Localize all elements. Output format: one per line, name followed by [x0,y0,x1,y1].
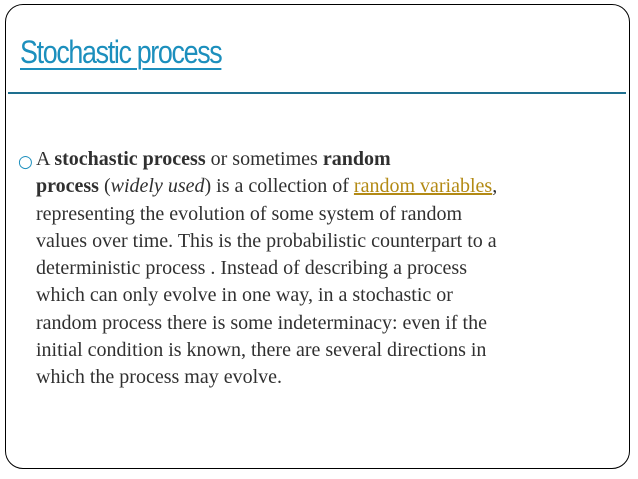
text-line: initial condition is known, there are several directions in [36,339,487,362]
title-divider [8,92,626,94]
text-run: ( [98,175,111,198]
bold-term: random [322,148,391,170]
text-line [36,146,618,173]
circle-bullet-icon: ○ [18,152,33,172]
text-run: or sometimes [205,148,323,170]
text-line: random process there is some indeterminacy: even if the [36,311,487,334]
slide-title: Stochastic process [20,34,222,70]
text-line: values over time. This is the probabilistic counterpart to a [36,229,497,252]
text-run: A [36,148,55,170]
text-line: representing the evolution of some system of random [36,202,463,225]
text-run: ) is a collection of [204,175,354,198]
random-variables-link[interactable]: random variables [353,175,493,198]
text-run: , [492,175,498,198]
bold-term: process [36,175,99,198]
text-line: which can only evolve in one way, in a stochastic or [36,284,453,307]
text-line: which the process may evolve. [36,366,283,389]
text-line [36,173,618,200]
bullet-paragraph [18,146,618,392]
italic-note: widely used [110,175,205,198]
text-line: deterministic process . Instead of describing a process [36,257,467,280]
bold-term: stochastic process [54,148,206,170]
paragraph-text [36,146,618,392]
